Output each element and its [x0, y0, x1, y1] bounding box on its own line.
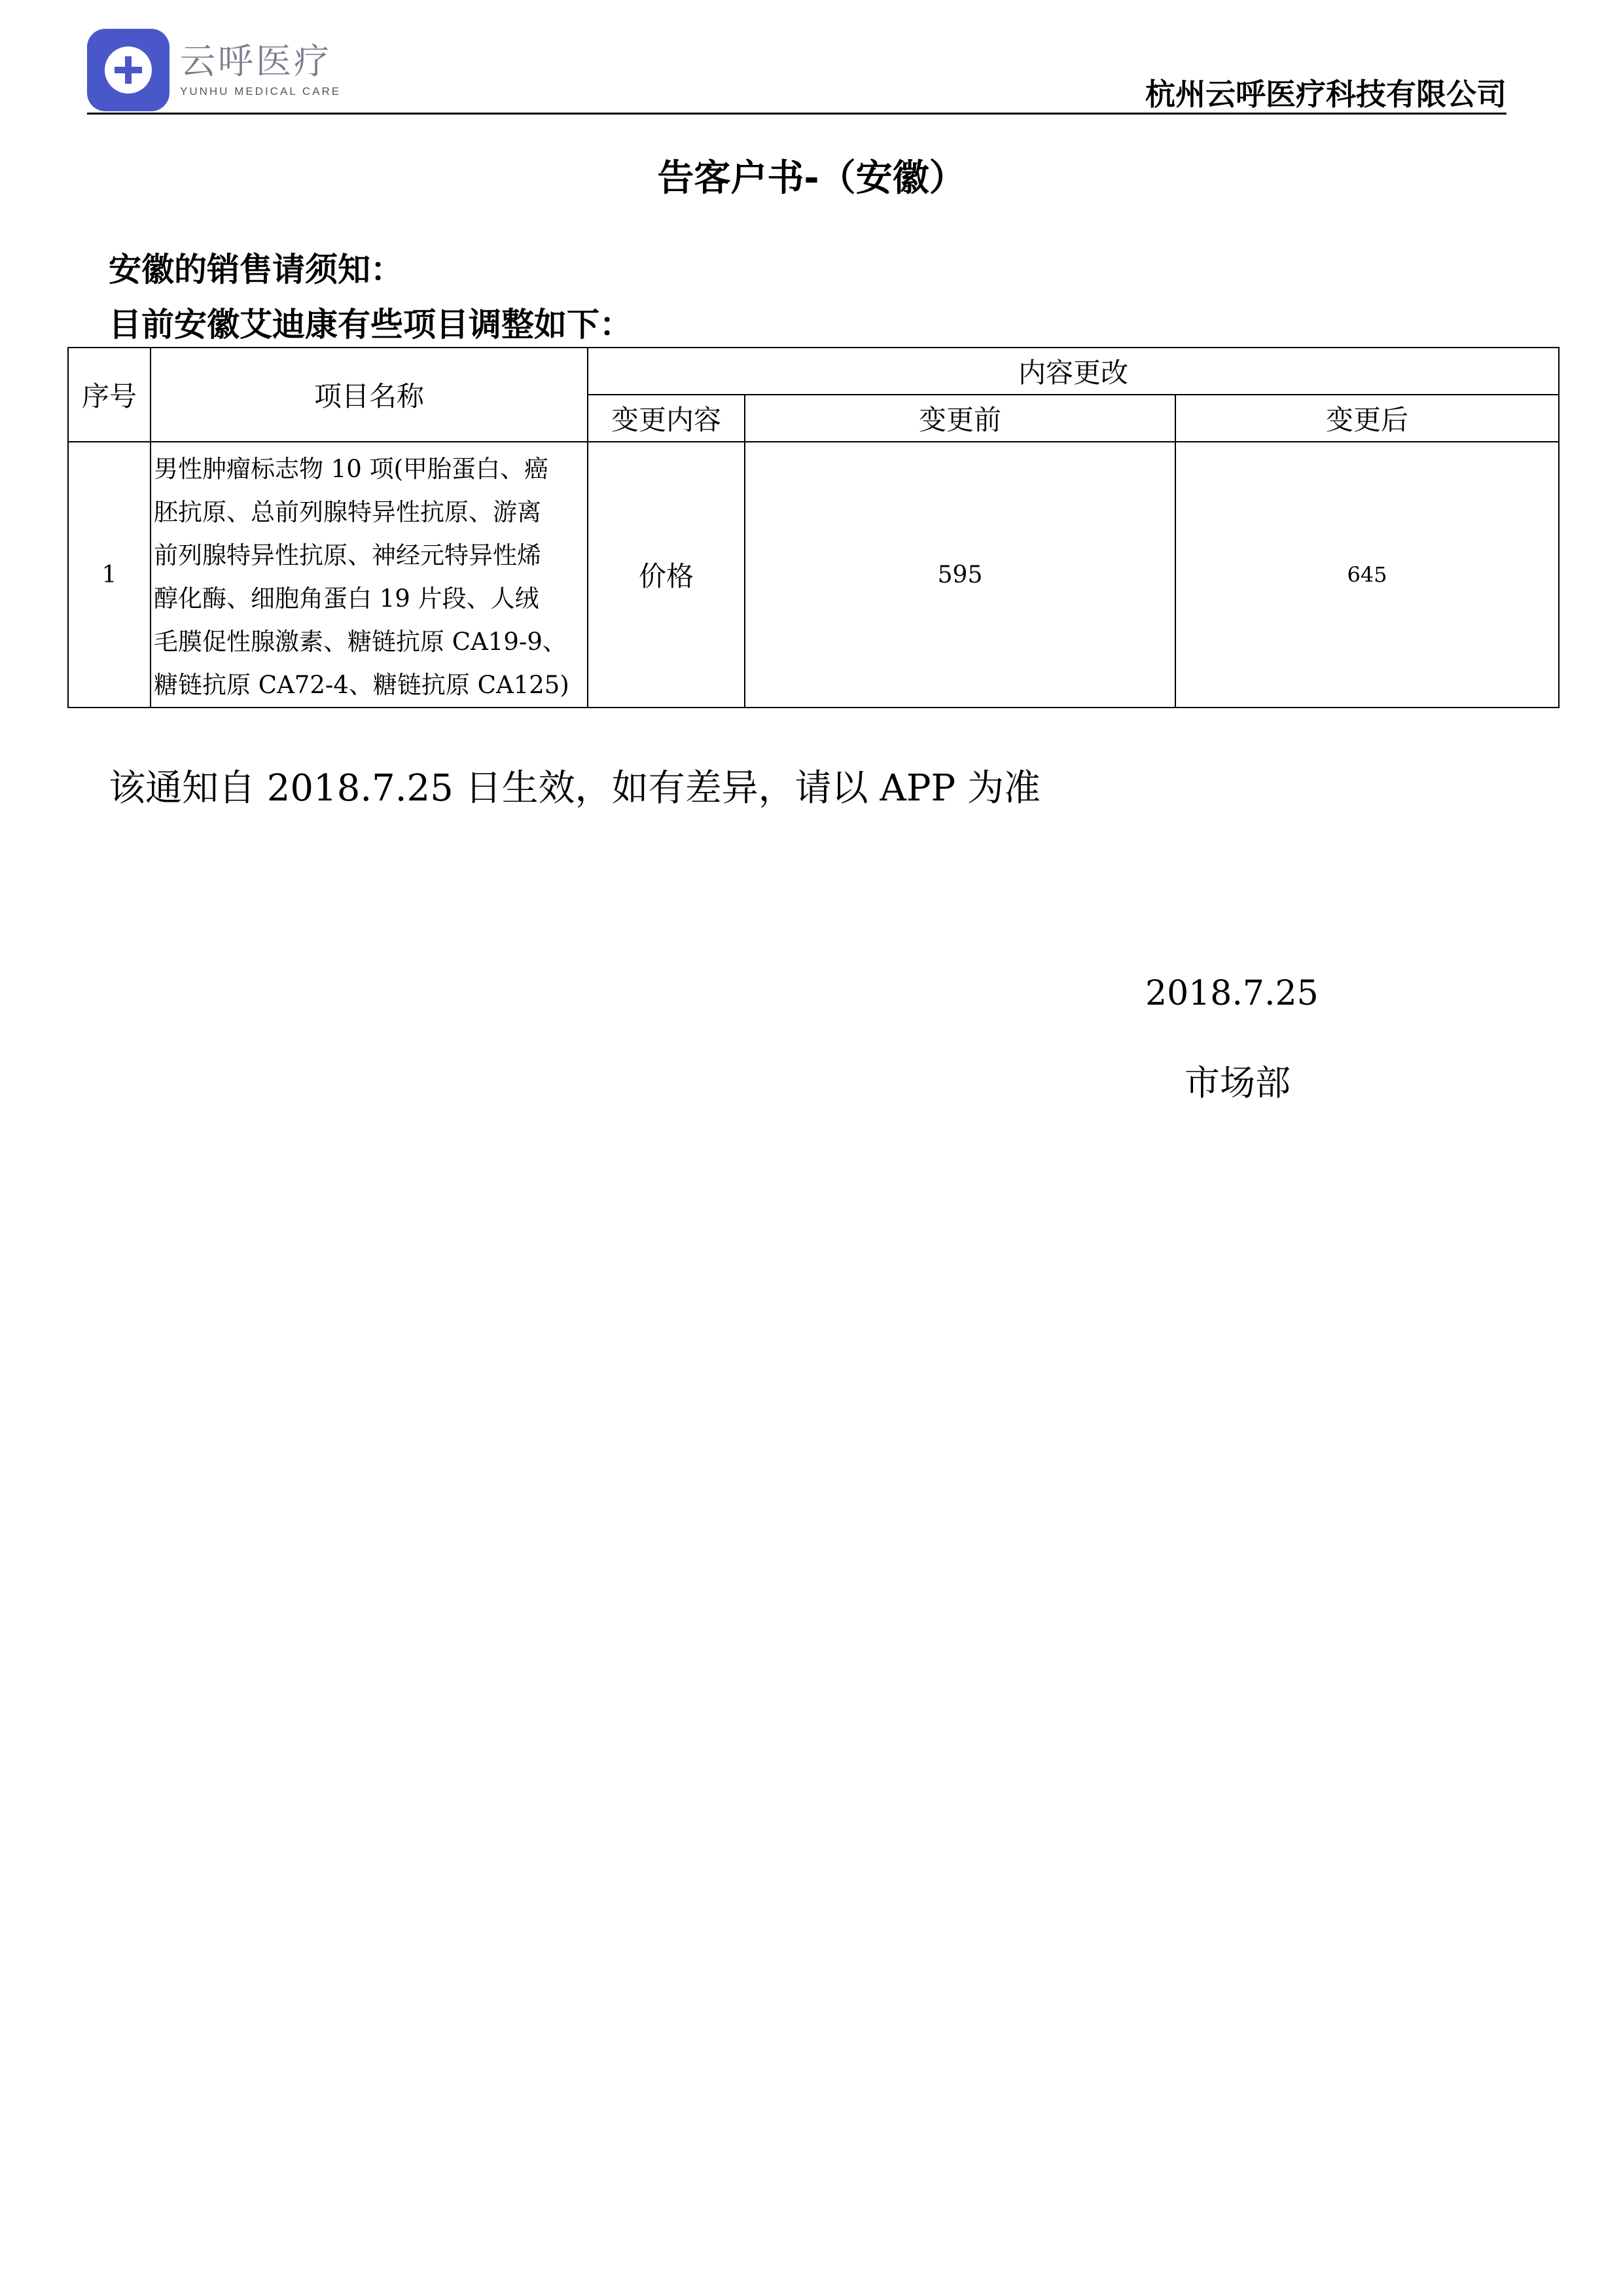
adjustment-table: [67, 347, 1560, 708]
effective-notice: 该通知自 2018.7.25 日生效，如有差异，请以 APP 为准: [109, 767, 1041, 810]
document-title: 告客户书-（安徽）: [657, 157, 966, 200]
cross-logo-icon: [87, 29, 169, 111]
logo-cn-text: 云呼医疗: [180, 41, 332, 82]
item-name-line: 醇化酶、细胞角蛋白 19 片段、人绒: [154, 584, 539, 613]
cell-change-content: 价格: [588, 442, 745, 708]
cell-after: 645: [1175, 442, 1559, 708]
cell-before: 595: [745, 442, 1175, 708]
signature-date: 2018.7.25: [1145, 974, 1319, 1013]
header-seq: 序号: [68, 348, 151, 442]
item-name-line: 男性肿瘤标志物 10 项(甲胎蛋白、癌: [154, 455, 549, 483]
header-before: 变更前: [745, 395, 1175, 442]
item-name-line: 毛膜促性腺激素、糖链抗原 CA19-9、: [154, 628, 567, 656]
company-name: 杭州云呼医疗科技有限公司: [1145, 77, 1507, 112]
company-logo: [87, 29, 341, 111]
cell-item-name: [151, 442, 588, 708]
intro-line-1: 安徽的销售请须知：: [109, 251, 403, 289]
header-divider: [87, 113, 1507, 115]
header-change-content: 变更内容: [588, 395, 745, 442]
item-name-line: 前列腺特异性抗原、神经元特异性烯: [154, 541, 541, 569]
signature-department: 市场部: [1185, 1062, 1291, 1103]
cell-seq: 1: [68, 442, 151, 708]
item-name-line: 糖链抗原 CA72-4、糖链抗原 CA125): [154, 671, 569, 699]
item-name-line: 胚抗原、总前列腺特异性抗原、游离: [154, 498, 541, 526]
logo-en-text: YUNHU MEDICAL CARE: [180, 85, 342, 98]
intro-line-2: 目前安徽艾迪康有些项目调整如下：: [109, 306, 632, 344]
header-after: 变更后: [1175, 395, 1559, 442]
header-content-change: 内容更改: [588, 348, 1559, 395]
header-item-name: 项目名称: [151, 348, 588, 442]
table-row: [68, 442, 1559, 708]
